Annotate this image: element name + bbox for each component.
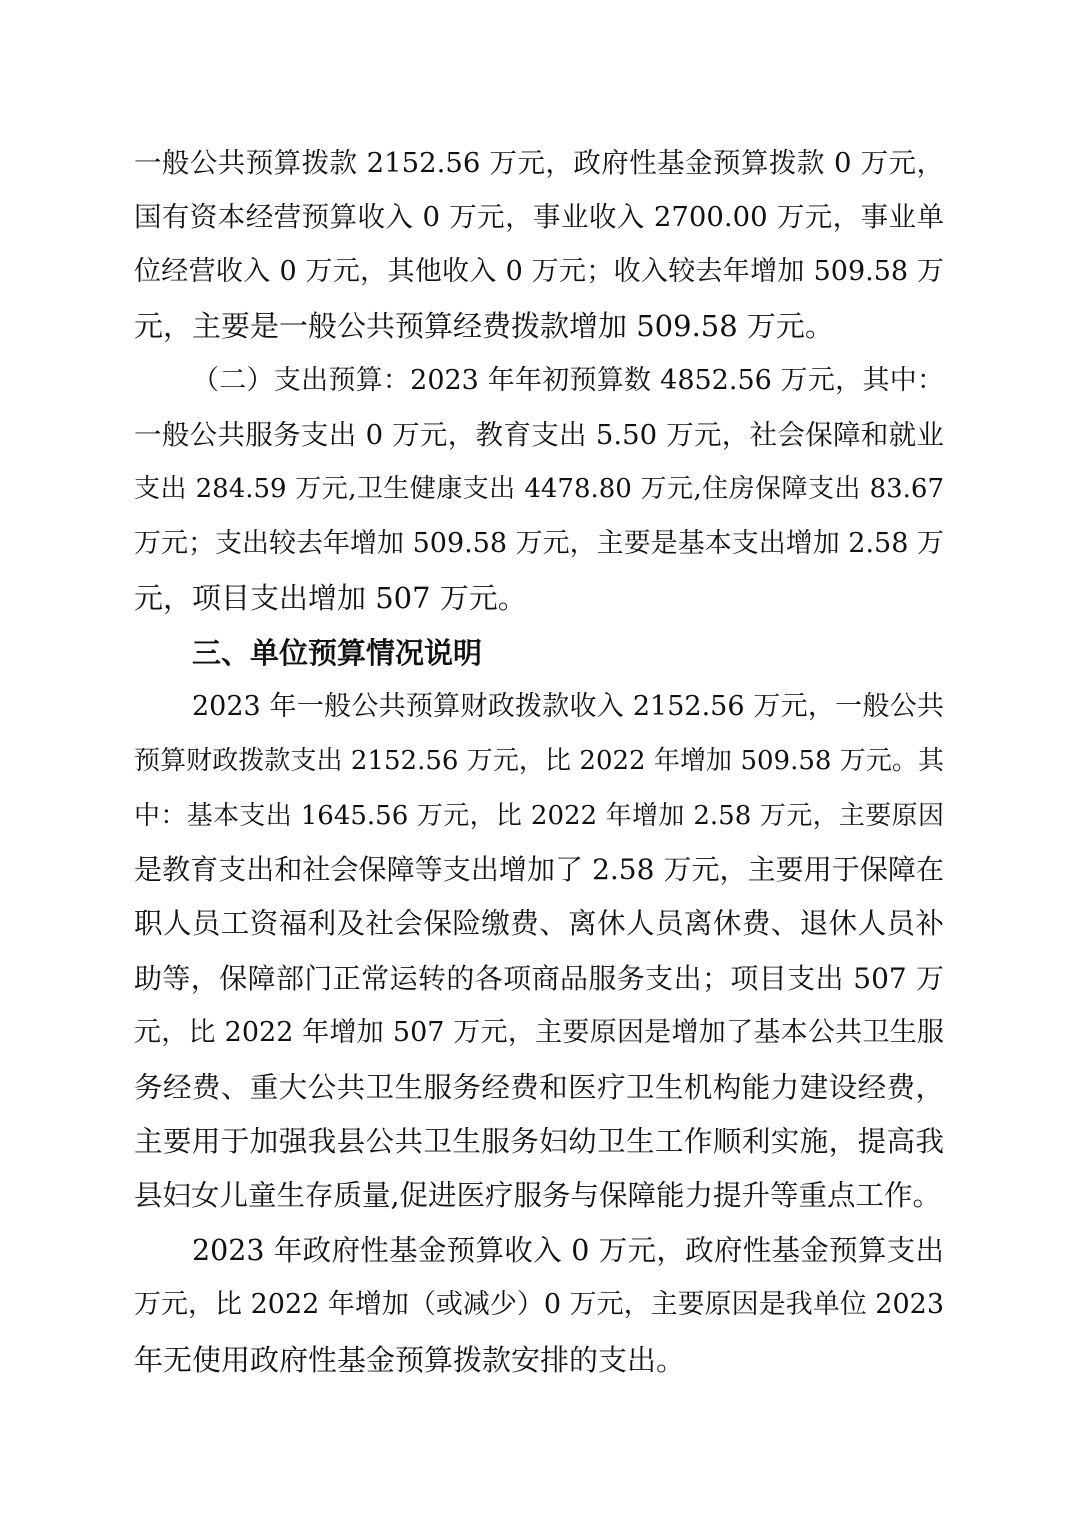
document-body bbox=[134, 136, 944, 1387]
text-line: 元，项目支出增加 507 万元。 bbox=[134, 581, 527, 616]
text-line: 职人员工资福利及社会保险缴费、离休人员离休费、退休人员补 bbox=[134, 907, 944, 941]
text-line: 一般公共服务支出 0 万元，教育支出 5.50 万元，社会保障和就业 bbox=[134, 418, 944, 451]
text-line: 务经费、重大公共卫生服务经费和医疗卫生机构能力建设经费， bbox=[134, 1070, 944, 1104]
text-line: 国有资本经营预算收入 0 万元，事业收入 2700.00 万元，事业单 bbox=[134, 201, 944, 234]
text-line: （二）支出预算：2023 年年初预算数 4852.56 万元，其中： bbox=[192, 364, 944, 396]
text-line: 一般公共预算拨款 2152.56 万元，政府性基金预算拨款 0 万元， bbox=[134, 147, 944, 179]
text-line: 是教育支出和社会保障等支出增加了 2.58 万元，主要用于保障在 bbox=[134, 853, 944, 887]
text-line: 预算财政拨款支出 2152.56 万元，比 2022 年增加 509.58 万元。其 bbox=[134, 746, 944, 777]
text-line: 元，比 2022 年增加 507 万元，主要原因是增加了基本公共卫生服 bbox=[134, 1017, 944, 1049]
text-line: 万元，比 2022 年增加（或减少）0 万元，主要原因是我单位 2023 bbox=[134, 1289, 944, 1321]
text-line: 主要用于加强我县公共卫生服务妇幼卫生工作顺利实施，提高我 bbox=[134, 1125, 944, 1159]
text-line: 支出 284.59 万元,卫生健康支出 4478.80 万元,住房保障支出 83.67 bbox=[134, 474, 944, 505]
text-line: 助等，保障部门正常运转的各项商品服务支出；项目支出 507 万 bbox=[134, 961, 944, 995]
text-line: 万元；支出较去年增加 509.58 万元，主要是基本支出增加 2.58 万 bbox=[134, 527, 944, 559]
text-line: 县妇女儿童生存质量,促进医疗服务与保障能力提升等重点工作。 bbox=[134, 1179, 942, 1213]
paragraph-government-fund bbox=[134, 1224, 944, 1387]
text-line: 位经营收入 0 万元，其他收入 0 万元；收入较去年增加 509.58 万 bbox=[134, 255, 944, 287]
text-line: 元，主要是一般公共预算经费拨款增加 509.58 万元。 bbox=[134, 309, 834, 344]
section-heading: 三、单位预算情况说明 bbox=[192, 635, 483, 670]
paragraph-expenditure-budget bbox=[134, 354, 944, 626]
text-line: 2023 年一般公共预算财政拨款收入 2152.56 万元，一般公共 bbox=[192, 690, 944, 722]
text-line: 中：基本支出 1645.56 万元，比 2022 年增加 2.58 万元，主要原因 bbox=[134, 800, 944, 831]
paragraph-general-budget bbox=[134, 680, 944, 1224]
text-line: 年无使用政府性基金预算拨款安排的支出。 bbox=[134, 1342, 686, 1377]
paragraph-income-continued bbox=[134, 136, 944, 354]
text-line: 2023 年政府性基金预算收入 0 万元，政府性基金预算支出 bbox=[192, 1233, 944, 1267]
